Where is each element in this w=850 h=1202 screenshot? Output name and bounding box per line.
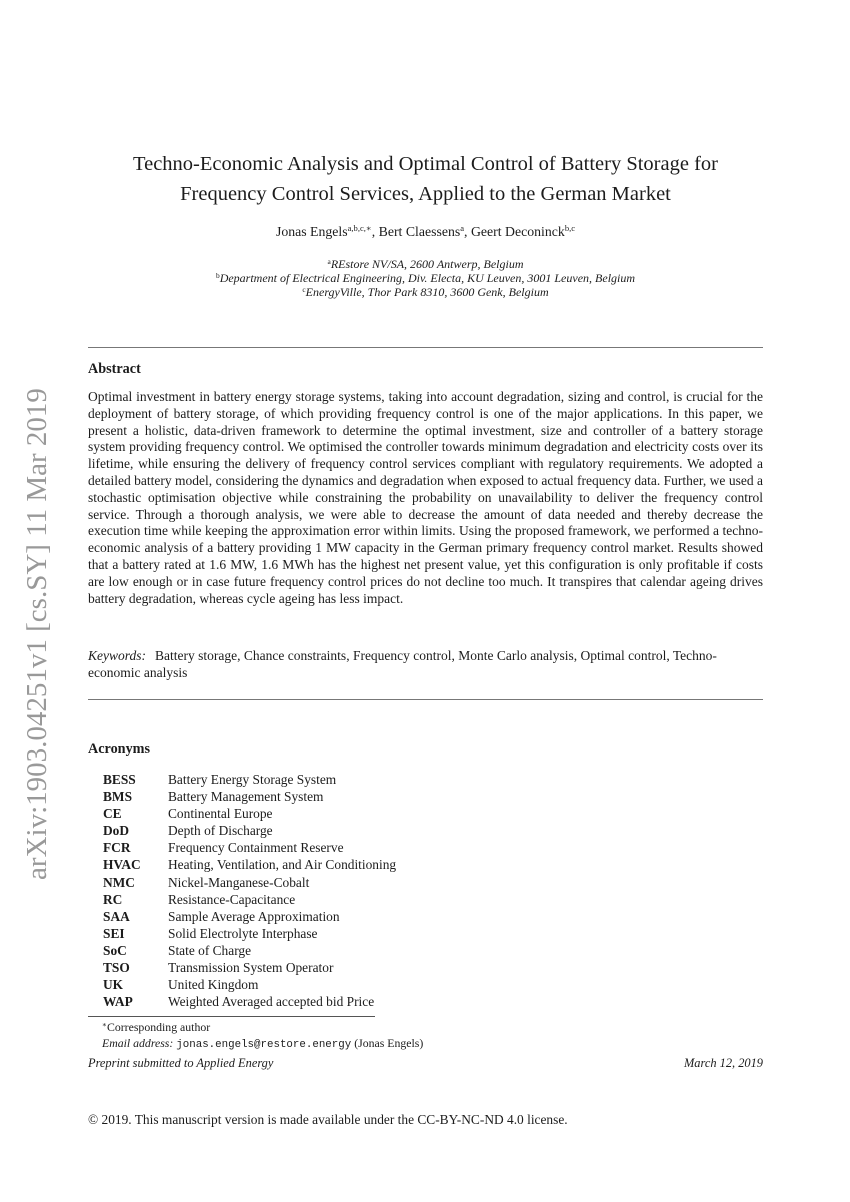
- author: [276, 224, 372, 239]
- acronym-row: [103, 959, 743, 976]
- acronym-term: FCR: [103, 840, 131, 856]
- acronym-term: BMS: [103, 789, 133, 805]
- acronym-definition: Sample Average Approximation: [168, 908, 340, 924]
- author-name: Bert Claessens: [378, 224, 461, 239]
- acronym-term: SAA: [103, 908, 130, 924]
- acronym-term: BESS: [103, 772, 136, 787]
- keywords-bottom-rule: [88, 699, 763, 700]
- acronym-row: [103, 771, 743, 788]
- acronym-definition: United Kingdom: [168, 977, 259, 993]
- author-separator: ,: [464, 224, 471, 239]
- keywords-block: [88, 647, 740, 681]
- affiliation-line: [88, 257, 763, 271]
- abstract-text: Optimal investment in battery energy storage systems, taking into account degradation, sizing and control, is crucial for the deployment of battery storage, of which providing frequency control is one of the major applications. In this paper, we present a holistic, data-driven framework to determine the optimal investment, size and controller of a battery storage system providing frequency control. We optimised the controller towards minimum degradation and electricity costs over its lifetime, while ensuring the delivery of frequency control services compliant with regulatory requirements. We adopted a detailed battery model, considering the dynamics and degradation when exposed to actual frequency data. Further, we used a stochastic optimisation objective while constraining the probability on unavailability to deliver the frequency control service. Through a thorough analysis, we were able to decrease the amount of data needed and thereby decrease the execution time while keeping the approximation error within limits. Using the proposed framework, we performed a techno-economic analysis of a battery providing 1 MW capacity in the German primary frequency control market. Results showed that a battery rated at 1.6 MW, 1.6 MWh has the highest net present value, yet this configuration is only profitable if costs are low enough or in case future frequency control prices do not decline too much. It transpires that calendar ageing drives battery degradation, whereas cycle ageing has less impact.: [88, 389, 763, 606]
- affiliation-line: [88, 285, 763, 299]
- acronyms-heading: Acronyms: [88, 741, 151, 757]
- preprint-line: [88, 1056, 763, 1071]
- affiliation-superscript: c: [302, 284, 306, 294]
- keywords-text: Battery storage, Chance constraints, Frequency control, Monte Carlo analysis, Optimal control, Techno-economic analysis: [88, 648, 717, 680]
- paper-title: [88, 149, 763, 209]
- acronym-term: TSO: [103, 960, 130, 976]
- acronym-term: CE: [103, 806, 122, 822]
- acronym-row: [103, 805, 743, 822]
- acronym-term: HVAC: [103, 857, 141, 873]
- acronym-term: SEI: [103, 925, 125, 941]
- email-label: Email address:: [102, 1036, 174, 1050]
- acronyms-list: [103, 771, 743, 1010]
- author-affil-superscript: a,b,c,∗: [347, 223, 372, 234]
- footnote-block: [102, 1019, 742, 1053]
- copyright-line: © 2019. This manuscript version is made available under the CC-BY-NC-ND 4.0 license.: [88, 1112, 568, 1127]
- affiliations-block: [88, 257, 763, 299]
- acronym-row: [103, 839, 743, 856]
- acronym-term: NMC: [103, 874, 135, 890]
- acronym-definition: Battery Energy Storage System: [168, 772, 337, 787]
- author: [379, 224, 464, 239]
- corresponding-author-note: ∗Corresponding author: [102, 1019, 211, 1034]
- acronym-row: [103, 925, 743, 942]
- email-address: jonas.engels@restore.energy: [176, 1039, 352, 1051]
- acronym-row: [103, 976, 743, 993]
- affiliation-text: Department of Electrical Engineering, Div. Electa, KU Leuven, 3001 Leuven, Belgium: [219, 271, 636, 285]
- abstract-top-rule: [88, 347, 763, 348]
- acronym-definition: Weighted Averaged accepted bid Price: [168, 994, 375, 1010]
- acronym-definition: Depth of Discharge: [168, 823, 273, 839]
- acronym-term: UK: [103, 977, 124, 993]
- acronym-row: [103, 942, 743, 959]
- paper-title-line1: Techno-Economic Analysis and Optimal Control of Battery Storage for: [133, 153, 718, 175]
- acronym-row: [103, 908, 743, 925]
- author: [471, 224, 575, 239]
- acronym-row: [103, 856, 743, 873]
- preprint-date: March 12, 2019: [683, 1056, 763, 1070]
- footnote-marker: ∗: [102, 1019, 107, 1029]
- acronym-term: RC: [103, 891, 123, 907]
- acronym-term: DoD: [103, 823, 130, 839]
- acronym-term: WAP: [103, 994, 133, 1010]
- affiliation-line: [88, 271, 763, 285]
- acronym-definition: Battery Management System: [168, 789, 324, 805]
- acronym-row: [103, 993, 743, 1010]
- author-name: Geert Deconinck: [470, 224, 565, 239]
- acronym-row: [103, 874, 743, 891]
- abstract-heading: Abstract: [88, 361, 141, 377]
- email-line: [102, 1035, 742, 1053]
- acronym-row: [103, 822, 743, 839]
- acronym-definition: Frequency Containment Reserve: [168, 840, 344, 856]
- paper-title-line2: Frequency Control Services, Applied to the German Market: [180, 183, 671, 205]
- acronym-row: [103, 788, 743, 805]
- affiliation-text: EnergyVille, Thor Park 8310, 3600 Genk, Belgium: [305, 285, 549, 299]
- acronym-definition: Continental Europe: [168, 806, 273, 822]
- arxiv-sidebar-label: arXiv:1903.04251v1 [cs.SY] 11 Mar 2019: [21, 388, 53, 880]
- acronym-definition: Nickel-Manganese-Cobalt: [168, 874, 310, 890]
- keywords-label: Keywords:: [88, 648, 146, 663]
- email-name: (Jonas Engels): [354, 1036, 424, 1050]
- acronym-definition: Heating, Ventilation, and Air Conditioning: [168, 857, 397, 873]
- acronym-definition: Transmission System Operator: [168, 960, 334, 976]
- affiliation-superscript: a: [327, 256, 331, 266]
- footnote-rule: [88, 1016, 375, 1017]
- author-name: Jonas Engels: [275, 224, 348, 239]
- author-affil-superscript: a: [460, 223, 465, 234]
- acronym-definition: State of Charge: [168, 942, 252, 958]
- author-separator: ,: [371, 224, 379, 239]
- affiliation-superscript: b: [215, 270, 220, 280]
- acronym-row: [103, 891, 743, 908]
- authors-line: [88, 224, 763, 240]
- acronym-definition: Resistance-Capacitance: [168, 891, 296, 907]
- preprint-journal: Preprint submitted to Applied Energy: [88, 1056, 274, 1070]
- author-affil-superscript: b,c: [564, 223, 576, 234]
- acronym-term: SoC: [103, 942, 127, 958]
- acronym-definition: Solid Electrolyte Interphase: [168, 925, 318, 941]
- affiliation-text: REstore NV/SA, 2600 Antwerp, Belgium: [330, 257, 524, 271]
